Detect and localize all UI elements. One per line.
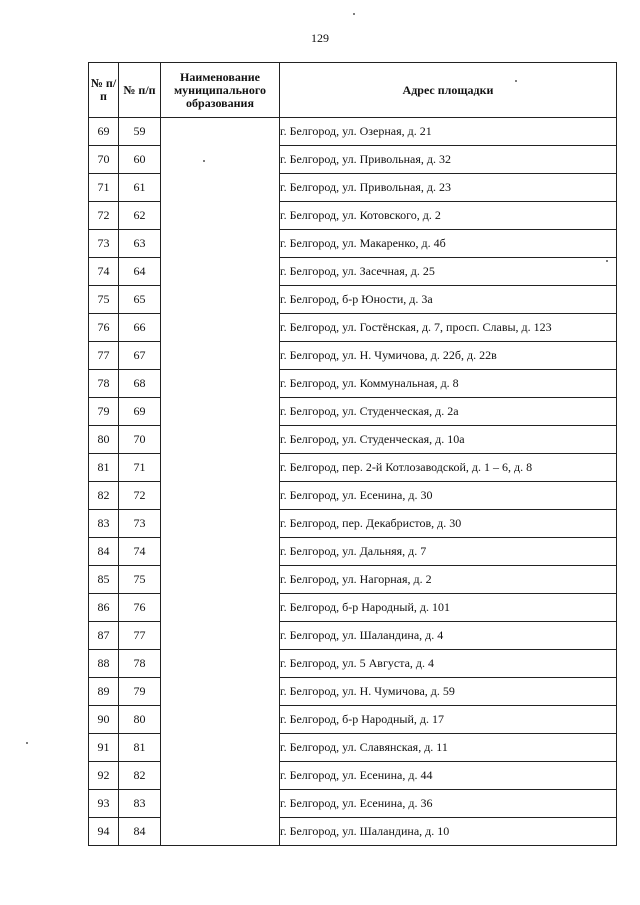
row-number-local: 71 — [119, 454, 161, 482]
scan-speck — [26, 742, 28, 744]
row-number-local: 74 — [119, 538, 161, 566]
row-number-total: 86 — [89, 594, 119, 622]
row-number-total: 91 — [89, 734, 119, 762]
row-number-local: 68 — [119, 370, 161, 398]
row-number-local: 75 — [119, 566, 161, 594]
row-number-total: 83 — [89, 510, 119, 538]
header-municipality: Наименование муниципального образования — [161, 63, 280, 118]
row-number-local: 63 — [119, 230, 161, 258]
row-number-local: 69 — [119, 398, 161, 426]
row-number-total: 80 — [89, 426, 119, 454]
row-number-local: 81 — [119, 734, 161, 762]
header-address: Адрес площадки — [280, 63, 617, 118]
address-cell: г. Белгород, б-р Народный, д. 101 — [280, 594, 617, 622]
address-cell: г. Белгород, ул. Н. Чумичова, д. 59 — [280, 678, 617, 706]
row-number-total: 78 — [89, 370, 119, 398]
address-cell: г. Белгород, ул. Озерная, д. 21 — [280, 118, 617, 146]
row-number-local: 66 — [119, 314, 161, 342]
row-number-local: 77 — [119, 622, 161, 650]
row-number-local: 64 — [119, 258, 161, 286]
address-cell: г. Белгород, ул. Нагорная, д. 2 — [280, 566, 617, 594]
row-number-local: 73 — [119, 510, 161, 538]
address-cell: г. Белгород, ул. Дальняя, д. 7 — [280, 538, 617, 566]
scan-speck — [606, 260, 608, 262]
row-number-total: 84 — [89, 538, 119, 566]
header-number-total: № п/п — [89, 63, 119, 118]
row-number-local: 70 — [119, 426, 161, 454]
address-cell: г. Белгород, ул. Гостёнская, д. 7, просп. Славы, д. 123 — [280, 314, 617, 342]
row-number-total: 93 — [89, 790, 119, 818]
address-cell: г. Белгород, ул. Котовского, д. 2 — [280, 202, 617, 230]
row-number-total: 70 — [89, 146, 119, 174]
row-number-total: 79 — [89, 398, 119, 426]
row-number-local: 60 — [119, 146, 161, 174]
row-number-total: 89 — [89, 678, 119, 706]
header-number-local: № п/п — [119, 63, 161, 118]
row-number-local: 62 — [119, 202, 161, 230]
row-number-local: 76 — [119, 594, 161, 622]
row-number-local: 61 — [119, 174, 161, 202]
scan-speck — [353, 13, 355, 15]
row-number-total: 85 — [89, 566, 119, 594]
row-number-total: 77 — [89, 342, 119, 370]
row-number-local: 79 — [119, 678, 161, 706]
row-number-local: 82 — [119, 762, 161, 790]
address-cell: г. Белгород, б-р Юности, д. 3а — [280, 286, 617, 314]
row-number-total: 75 — [89, 286, 119, 314]
row-number-total: 88 — [89, 650, 119, 678]
row-number-local: 80 — [119, 706, 161, 734]
address-cell: г. Белгород, ул. Шаландина, д. 10 — [280, 818, 617, 846]
row-number-local: 78 — [119, 650, 161, 678]
row-number-total: 87 — [89, 622, 119, 650]
row-number-total: 72 — [89, 202, 119, 230]
address-cell: г. Белгород, ул. Привольная, д. 32 — [280, 146, 617, 174]
address-cell: г. Белгород, ул. Засечная, д. 25 — [280, 258, 617, 286]
row-number-total: 81 — [89, 454, 119, 482]
table-row — [89, 118, 617, 146]
row-number-total: 94 — [89, 818, 119, 846]
municipality-cell — [161, 118, 280, 846]
table-body — [89, 118, 617, 846]
row-number-total: 90 — [89, 706, 119, 734]
row-number-local: 67 — [119, 342, 161, 370]
address-cell: г. Белгород, ул. Коммунальная, д. 8 — [280, 370, 617, 398]
row-number-total: 74 — [89, 258, 119, 286]
address-cell: г. Белгород, б-р Народный, д. 17 — [280, 706, 617, 734]
address-cell: г. Белгород, ул. Шаландина, д. 4 — [280, 622, 617, 650]
address-cell: г. Белгород, ул. Привольная, д. 23 — [280, 174, 617, 202]
table-header — [89, 63, 617, 118]
address-cell: г. Белгород, ул. Макаренко, д. 4б — [280, 230, 617, 258]
page-number: 129 — [311, 31, 329, 45]
address-cell: г. Белгород, ул. Славянская, д. 11 — [280, 734, 617, 762]
row-number-local: 83 — [119, 790, 161, 818]
address-cell: г. Белгород, ул. Есенина, д. 44 — [280, 762, 617, 790]
address-cell: г. Белгород, ул. Есенина, д. 30 — [280, 482, 617, 510]
row-number-total: 82 — [89, 482, 119, 510]
header-row — [89, 63, 617, 118]
addresses-table — [88, 62, 617, 846]
address-cell: г. Белгород, ул. Есенина, д. 36 — [280, 790, 617, 818]
address-cell: г. Белгород, ул. Студенческая, д. 10а — [280, 426, 617, 454]
row-number-total: 76 — [89, 314, 119, 342]
row-number-local: 65 — [119, 286, 161, 314]
address-cell: г. Белгород, ул. Студенческая, д. 2а — [280, 398, 617, 426]
row-number-total: 73 — [89, 230, 119, 258]
address-cell: г. Белгород, ул. 5 Августа, д. 4 — [280, 650, 617, 678]
row-number-total: 69 — [89, 118, 119, 146]
row-number-local: 59 — [119, 118, 161, 146]
row-number-local: 72 — [119, 482, 161, 510]
address-cell: г. Белгород, пер. Декабристов, д. 30 — [280, 510, 617, 538]
scan-speck — [515, 80, 517, 82]
row-number-total: 71 — [89, 174, 119, 202]
row-number-total: 92 — [89, 762, 119, 790]
address-cell: г. Белгород, ул. Н. Чумичова, д. 22б, д. 22в — [280, 342, 617, 370]
row-number-local: 84 — [119, 818, 161, 846]
scan-speck — [203, 160, 205, 162]
address-cell: г. Белгород, пер. 2-й Котлозаводской, д. 1 – 6, д. 8 — [280, 454, 617, 482]
